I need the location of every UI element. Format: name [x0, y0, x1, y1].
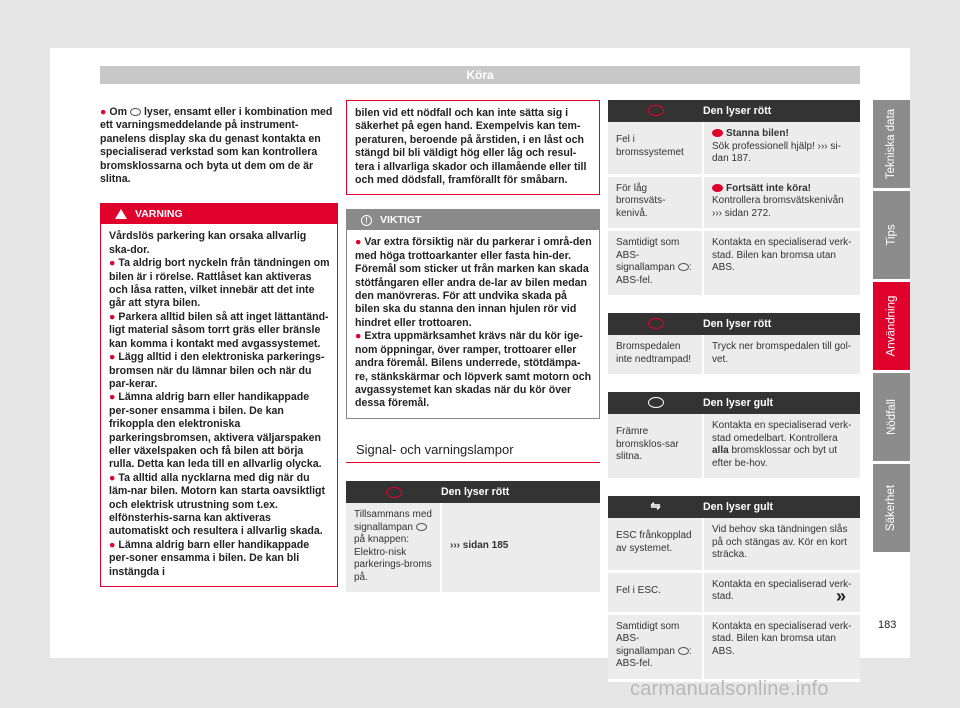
table-row: [346, 503, 600, 594]
warning-item: ● Ta aldrig bort nyckeln från tändningen om bilen är i rörelse. Rattlåset kan aktiveras och låsa ratten, vilket innebär att det inte går att styra bilen.: [109, 257, 330, 310]
stop-icon: [712, 184, 723, 192]
next-page-marker: »: [836, 586, 847, 606]
important-item: ● Extra uppmärksamhet krävs när du kör ige-nom öppningar, över ramper, trottoarer eller andra föremål. Bilens underrede, stötdämpa-re, stänkskärmar och löpverk samt motorn och avgassystemet kan skadas när du kör över dessa föremål.: [355, 330, 592, 410]
important-box: [346, 209, 600, 418]
bullet-icon: ●: [109, 538, 116, 551]
table-header-row: [608, 496, 860, 518]
bullet-icon: ●: [109, 257, 116, 270]
warning-item: ● Lämna aldrig barn eller handikappade per-soner ensamma i bilen. De kan bli instängda i: [109, 538, 310, 578]
table-row: [608, 175, 860, 230]
tab-tips[interactable]: Tips: [873, 191, 910, 279]
table-header-row: [608, 100, 860, 122]
abs-lamp-icon: [678, 647, 689, 655]
warning-lead: Vårdslös parkering kan orsaka allvarlig ska-dor.: [109, 230, 307, 256]
important-header: ! VIKTIGT: [347, 210, 599, 230]
page-number: 183: [878, 619, 897, 631]
table-header-label: Den lyser rött: [441, 481, 600, 503]
table-cell-condition: Samtidigt som ABS-signallampan : ABS-fel.: [608, 230, 703, 297]
table-cell-condition: Tillsammans med signallampan på knappen: Elektro-nisk parkerings-broms på.: [346, 503, 441, 594]
warning-box: [100, 203, 338, 587]
table-header-icon-cell: [608, 313, 703, 335]
table-header-label: Den lyser rött: [703, 100, 860, 122]
table-cell-condition: Fel i ESC.: [608, 571, 703, 613]
section-title: Signal- och varningslampor: [346, 443, 600, 463]
table-header-icon-cell: [608, 100, 703, 122]
table-cell-condition: Fel i bromssystemet: [608, 122, 703, 175]
chapter-tabs: [873, 100, 910, 555]
table-cell-action: Vid behov ska tändningen slås på och stängas av. Kör en kort sträcka.: [703, 518, 860, 571]
column-middle: [346, 100, 600, 595]
warning-item: ● Parkera alltid bilen så att inget lättantänd-ligt material såsom torrt gräs eller bränsle kan komma i kontakt med avgassystemet.: [109, 310, 329, 350]
table-header-label: Den lyser gult: [703, 496, 860, 518]
table-header-icon-cell: [346, 481, 441, 503]
table-cell-action: Kontakta en specialiserad verk-stad. Bilen kan bromsa utan ABS.: [703, 613, 860, 680]
warning-triangle-icon: [115, 209, 127, 219]
table-row: [608, 122, 860, 175]
info-icon: !: [361, 215, 372, 226]
brake-pedal-lamp-icon: [648, 318, 664, 329]
table-cell-action: [441, 503, 600, 594]
brake-pad-lamp-icon: [130, 108, 141, 116]
table-row: [608, 518, 860, 571]
bullet-icon: ●: [109, 391, 116, 404]
bullet-icon: ●: [355, 330, 362, 343]
table-header-icon-cell: [608, 496, 703, 518]
abs-lamp-icon: [678, 263, 689, 271]
table-header-icon-cell: [608, 392, 703, 414]
lamp-table-esc: [608, 496, 860, 682]
warning-continuation-box: [346, 100, 600, 195]
intro-paragraph: ● Om lyser, ensamt eller i kombination med ett varningsmeddelande på instrument-panelens display ska du genast kontakta en specialiserad verkstad som kan kontrollera bromsklossarna och byta ut dem om de är slitna.: [100, 106, 333, 186]
bullet-icon: ●: [355, 236, 362, 249]
column-right: [608, 100, 860, 682]
warning-header: VARNING: [101, 204, 337, 224]
tab-nodfall[interactable]: Nödfall: [873, 373, 910, 461]
table-header-row: [346, 481, 600, 503]
warning-item: ● Lägg alltid i den elektroniska parkerings-bromsen när du lämnar bilen och när du par-kerar.: [109, 351, 325, 390]
table-row: [608, 613, 860, 680]
important-item: ● Var extra försiktig när du parkerar i områ-den med höga trottoarkanter eller fasta hin-der. Föremål som sticker ut från marken kan skada stötfångaren eller andra de-lar av bilen medan den manövreras. För att undvika skada på bilen ska du stanna den innan hjulen rör vid hindret eller trottoaren.: [355, 236, 592, 329]
lamp-table-parking: [346, 481, 600, 595]
tab-tekniska-data[interactable]: Tekniska data: [873, 100, 910, 188]
table-cell-condition: Bromspedalen inte nedtrampad!: [608, 335, 703, 376]
table-cell-condition: För låg bromsväts-kenivå.: [608, 175, 703, 230]
page-reference-link[interactable]: ››› sidan 185: [450, 540, 509, 552]
bullet-icon: ●: [109, 471, 116, 484]
page-header: Köra: [100, 66, 860, 84]
important-body: [347, 230, 599, 417]
table-cell-condition: Främre bromsklos-sar slitna.: [608, 414, 703, 480]
table-header-row: [608, 392, 860, 414]
warning-continuation: bilen vid ett nödfall och kan inte sätta sig i säkerhet på egen hand. Exempelvis kan tem-peraturen, beroende på årstiden, i en låst och stängd bil bli väldigt hög eller låg och resul-tera i allvarliga skador och illamående eller till och med dödsfall, framförallt för småbarn.: [355, 107, 587, 187]
table-cell-action: Kontakta en specialiserad verk-stad omedelbart. Kontrollera alla bromsklossar och byt ut efter be-hov.: [703, 414, 860, 480]
column-left: [100, 106, 338, 587]
esc-skid-icon: ⇋: [650, 499, 661, 514]
table-header-label: Den lyser rött: [703, 313, 860, 335]
watermark: carmanualsonline.info: [630, 678, 829, 700]
bullet-icon: ●: [109, 310, 116, 323]
table-row: [608, 335, 860, 376]
brake-pad-wear-lamp-icon: [648, 397, 664, 408]
table-row: [608, 571, 860, 613]
warning-item: ● Ta alltid alla nycklarna med dig när du läm-nar bilen. Motorn kan starta oavsiktligt och elektrisk utrustning som t.ex. elfönsterhis-sarna kan aktiveras automatiskt och resultera i allvarlig skada.: [109, 471, 326, 538]
table-cell-action: Stanna bilen! Sök professionell hjälp! ››› si-dan 187.: [703, 122, 860, 175]
table-cell-action: Tryck ner bromspedalen till gol-vet.: [703, 335, 860, 376]
table-cell-condition: ESC frånkopplad av systemet.: [608, 518, 703, 571]
table-cell-action: Kontakta en specialiserad verk-stad. Bilen kan bromsa utan ABS.: [703, 230, 860, 297]
lamp-table-brake-pads: [608, 392, 860, 481]
brake-warning-lamp-icon: [386, 487, 402, 498]
table-row: [608, 414, 860, 480]
tab-anvandning[interactable]: Användning: [873, 282, 910, 370]
table-cell-action: Kontakta en specialiserad verk-stad.: [703, 571, 860, 613]
table-header-row: [608, 313, 860, 335]
stop-icon: [712, 129, 723, 137]
parking-brake-lamp-icon: [416, 523, 427, 531]
table-row: [608, 230, 860, 297]
bullet-icon: ●: [109, 351, 116, 364]
table-cell-action: Fortsätt inte köra! Kontrollera bromsvätskenivån ››› sidan 272.: [703, 175, 860, 230]
warning-body: [101, 224, 337, 586]
lamp-table-brake-pedal: [608, 313, 860, 377]
lamp-table-brake-system: [608, 100, 860, 298]
warning-item: ● Lämna aldrig barn eller handikappade per-soner ensamma i bilen. De kan frikoppla den elektroniska parkeringsbromsen, aktivera väljarspaken eller växelspaken och få bilen att börja rulla. Detta kan leda till en allvarlig olycka.: [109, 391, 322, 471]
bullet-icon: ●: [100, 106, 107, 118]
table-cell-condition: Samtidigt som ABS-signallampan : ABS-fel.: [608, 613, 703, 680]
tab-sakerhet[interactable]: Säkerhet: [873, 464, 910, 552]
brake-system-lamp-icon: [648, 105, 664, 116]
table-header-label: Den lyser gult: [703, 392, 860, 414]
